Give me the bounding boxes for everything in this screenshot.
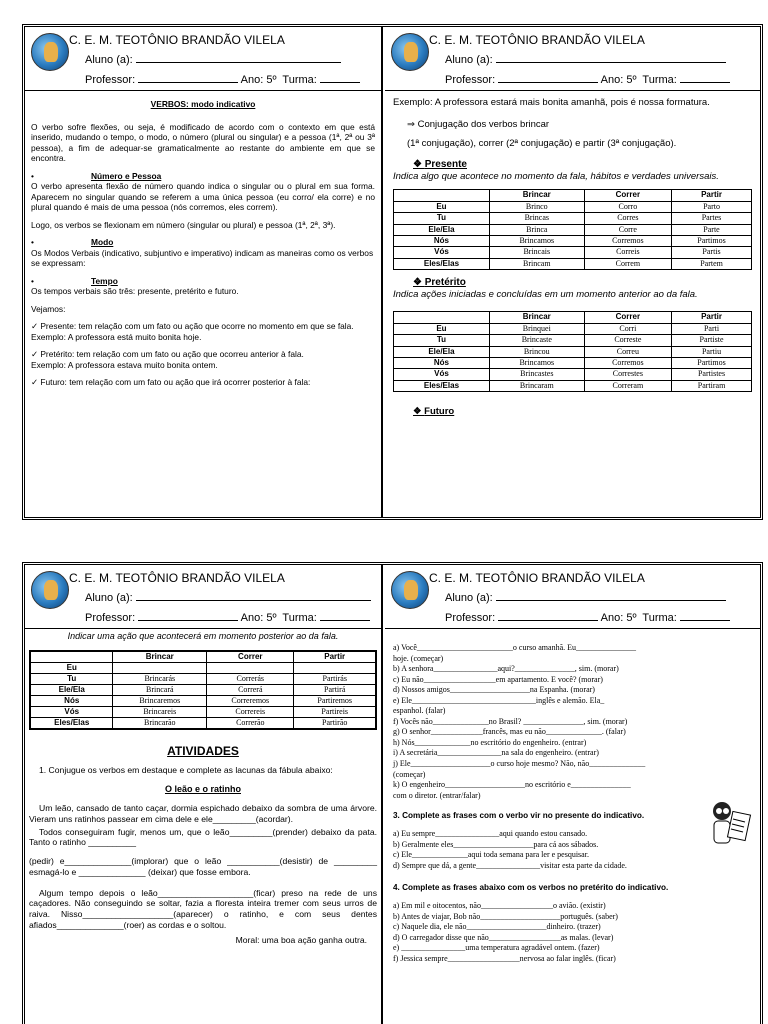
professor-label: Professor: bbox=[445, 612, 496, 624]
pronoun-cell: Eles/Elas bbox=[30, 718, 113, 730]
school-header bbox=[385, 565, 760, 629]
futuro-title: Futuro bbox=[424, 406, 455, 418]
verb-cell: Brincais bbox=[489, 247, 584, 258]
pronoun-cell: Tu bbox=[30, 674, 113, 685]
preterito-title: Pretérito bbox=[424, 277, 466, 289]
verb-cell: Partirá bbox=[294, 685, 376, 696]
verb-cell: Partimos bbox=[672, 358, 752, 369]
vejamos-text: Vejamos: bbox=[31, 303, 66, 314]
verb-cell: Correis bbox=[584, 247, 671, 258]
table-row bbox=[394, 247, 752, 258]
verb-cell: Partes bbox=[672, 213, 752, 224]
verb-cell: Partiste bbox=[672, 335, 752, 346]
verb-cell bbox=[294, 663, 376, 674]
panel-conjugacao bbox=[385, 27, 760, 517]
atividades-title: ATIVIDADES bbox=[167, 744, 239, 759]
school-name: C. E. M. TEOTÔNIO BRANDÃO VILELA bbox=[429, 571, 645, 585]
presente-example: Exemplo: A professora está muito bonita hoje. bbox=[31, 331, 202, 342]
table-header-cell: Partir bbox=[672, 312, 752, 323]
exercise-line[interactable]: c) Ele______________aqui toda semana para ler e pesquisar. bbox=[393, 850, 589, 860]
table-header-cell: Brincar bbox=[113, 651, 207, 663]
exercise-line[interactable]: b) A senhora________________aqui?_______________, sim. (morar) bbox=[393, 664, 619, 674]
exercise-line[interactable]: d) Sempre que dá, a gente________________visitar esta parte da cidade. bbox=[393, 860, 627, 870]
verb-cell: Brincará bbox=[113, 685, 207, 696]
verb-cell: Partirás bbox=[294, 674, 376, 685]
verb-cell: Correremos bbox=[207, 696, 294, 707]
presente-desc: Indica algo que acontece no momento da fala, hábitos e verdades universais. bbox=[393, 171, 719, 183]
verb-cell: Brincou bbox=[489, 346, 584, 357]
presente-item: ✓ Presente: tem relação com um fato ou ação que ocorre no momento em que se fala. bbox=[31, 321, 354, 331]
verb-cell: Parto bbox=[672, 201, 752, 212]
modo-title: Modo bbox=[91, 237, 114, 247]
exercise-line[interactable]: e) Ele_______________________________inglês e alemão. Ela_ bbox=[393, 695, 605, 705]
verb-cell: Brincam bbox=[489, 258, 584, 269]
school-header bbox=[25, 27, 381, 91]
verb-cell: Corremos bbox=[584, 235, 671, 246]
exercise-line[interactable]: f) Vocês não______________no Brasil? _______________, sim. (morar) bbox=[393, 716, 628, 726]
modo-paragraph: Os Modos Verbais (indicativo, subjuntivo e imperativo) indicam as maneiras como os verbos se expressam: bbox=[31, 247, 374, 268]
exercise-line[interactable]: a) Em mil e oitocentos, não__________________o avião. (existir) bbox=[393, 901, 606, 911]
table-header-cell: Correr bbox=[584, 312, 671, 323]
exercise-line[interactable]: b) Antes de viajar, Bob não____________________português. (saber) bbox=[393, 911, 618, 921]
table-header-cell: Correr bbox=[584, 190, 671, 201]
verb-cell: Corres bbox=[584, 213, 671, 224]
exercise-line[interactable]: k) O engenheiro____________________no escritório e_______________ bbox=[393, 780, 631, 790]
verb-cell: Partireis bbox=[294, 707, 376, 718]
professor-label: Professor: bbox=[85, 74, 136, 86]
school-logo-icon bbox=[391, 571, 429, 609]
turma-label: Turma: bbox=[282, 612, 317, 624]
turma-label: Turma: bbox=[642, 74, 677, 86]
verb-cell: Parti bbox=[672, 323, 752, 334]
aluno-label: Aluno (a): bbox=[445, 54, 493, 66]
turma-blank[interactable] bbox=[680, 73, 730, 83]
school-logo-icon bbox=[31, 571, 69, 609]
verb-cell: Correste bbox=[584, 335, 671, 346]
verb-cell: Brinquei bbox=[489, 323, 584, 334]
verb-cell: Correrás bbox=[207, 674, 294, 685]
pronoun-cell: Eu bbox=[30, 663, 113, 674]
worksheet-page-2 bbox=[22, 562, 763, 1024]
panel-futuro-atividades bbox=[25, 565, 383, 1024]
aluno-blank[interactable] bbox=[496, 53, 726, 63]
professor-label: Professor: bbox=[445, 74, 496, 86]
table-row bbox=[394, 323, 752, 334]
pronoun-cell: Ele/Ela bbox=[394, 346, 490, 357]
table-row bbox=[30, 685, 376, 696]
preterito-item: ✓ Pretérito: tem relação com um fato ou ação que ocorreu anterior à fala. bbox=[31, 349, 304, 359]
verb-cell: Partistes bbox=[672, 369, 752, 380]
question-1: 1. Conjugue os verbos em destaque e complete as lacunas da fábula abaixo: bbox=[39, 765, 333, 776]
table-row bbox=[30, 674, 376, 685]
fable-moral: Moral: uma boa ação ganha outra. bbox=[235, 934, 367, 945]
professor-blank[interactable] bbox=[498, 73, 598, 83]
pronoun-cell: Tu bbox=[394, 213, 490, 224]
verb-cell: Corre bbox=[584, 224, 671, 235]
conjugacao-line: ⇒ Conjugação dos verbos brincar bbox=[407, 119, 550, 131]
worksheet-page-1 bbox=[22, 24, 763, 520]
verb-cell: Partiremos bbox=[294, 696, 376, 707]
exercise-line[interactable]: a) Você________________________o curso amanhã. Eu_______________ bbox=[393, 643, 637, 652]
exercise-line[interactable]: j) Ele____________________o curso hoje mesmo? Não, não______________ bbox=[393, 759, 646, 769]
turma-label: Turma: bbox=[282, 74, 317, 86]
fable-paragraph-4: Algum tempo depois o leão____________________(ficar) preso na rede de uns caçadores. Não conseguindo se soltar, fazia a floresta inteira tremer com seus urros de raiva. Nisso___________________(aparecer) o ratinho, e com seus dentes afiados______________(roer) as cordas e o soltou. bbox=[29, 887, 377, 930]
table-row bbox=[394, 258, 752, 269]
table-row bbox=[394, 335, 752, 346]
table-row bbox=[394, 235, 752, 246]
pronoun-cell: Eles/Elas bbox=[394, 380, 490, 391]
fable-paragraph-2: Todos conseguiram fugir, menos um, que o leão_________(prender) debaixo da pata. Tanto o ratinho __________ bbox=[29, 826, 377, 848]
turma-label: Turma: bbox=[642, 612, 677, 624]
futuro-table bbox=[29, 650, 377, 730]
school-logo-icon bbox=[391, 33, 429, 71]
presente-title: Presente bbox=[424, 159, 467, 171]
professor-blank[interactable] bbox=[138, 611, 238, 621]
pronoun-cell: Eu bbox=[394, 323, 490, 334]
exercise-line[interactable]: a) Eu sempre________________aqui quando estou cansado. bbox=[393, 829, 588, 839]
question-3: 3. Complete as frases com o verbo vir no presente do indicativo. bbox=[393, 811, 645, 821]
table-header-cell: Correr bbox=[207, 651, 294, 663]
fable-title: O leão e o ratinho bbox=[164, 783, 241, 794]
verb-cell: Brincas bbox=[489, 213, 584, 224]
page-title: VERBOS: modo indicativo bbox=[150, 99, 256, 109]
exercise-line[interactable]: c) Eu não__________________em apartamento. E você? (morar) bbox=[393, 674, 603, 684]
numero-title: Número e Pessoa bbox=[91, 170, 162, 181]
fable-paragraph-1: Um leão, cansado de tanto caçar, dormia espichado debaixo da sombra de uma árvore. Vieram uns ratinhos passear em cima dele e ele_________(acordar). bbox=[29, 803, 377, 824]
verb-cell: Brincaremos bbox=[113, 696, 207, 707]
ano-label: Ano: 5º bbox=[240, 612, 277, 624]
verb-cell bbox=[207, 663, 294, 674]
professor-label: Professor: bbox=[85, 612, 136, 624]
verb-cell: Correrão bbox=[207, 718, 294, 730]
preterito-example: Exemplo: A professora estava muito bonita ontem. bbox=[31, 359, 218, 370]
school-name: C. E. M. TEOTÔNIO BRANDÃO VILELA bbox=[69, 33, 285, 47]
table-header-cell bbox=[394, 190, 490, 201]
diamond-icon: ❖ bbox=[413, 159, 425, 171]
table-row bbox=[30, 707, 376, 718]
verb-cell: Corri bbox=[584, 323, 671, 334]
pronoun-cell: Vós bbox=[394, 369, 490, 380]
table-header-cell: Brincar bbox=[489, 190, 584, 201]
pronoun-cell: Eu bbox=[394, 201, 490, 212]
verb-cell: Partiram bbox=[672, 380, 752, 391]
conjugacao-line-2: (1ª conjugação), correr (2ª conjugação) e partir (3ª conjugação). bbox=[407, 137, 677, 149]
aluno-label: Aluno (a): bbox=[85, 54, 133, 66]
question-4: 4. Complete as frases abaixo com os verbos no pretérito do indicativo. bbox=[393, 883, 669, 893]
verb-cell: Brincaste bbox=[489, 335, 584, 346]
aluno-blank[interactable] bbox=[136, 53, 341, 63]
verb-cell: Partimos bbox=[672, 235, 752, 246]
exercise-line[interactable]: (começar) bbox=[393, 769, 426, 779]
verb-cell: Correreis bbox=[207, 707, 294, 718]
verb-cell: Partem bbox=[672, 258, 752, 269]
futuro-content bbox=[25, 629, 381, 954]
presente-table bbox=[393, 189, 752, 270]
turma-blank[interactable] bbox=[320, 611, 370, 621]
verb-cell: Partiu bbox=[672, 346, 752, 357]
verb-cell: Partirão bbox=[294, 718, 376, 730]
pronoun-cell: Eles/Elas bbox=[394, 258, 490, 269]
numero-paragraph: O verbo apresenta flexão de número quando indica o singular ou o plural em sua forma. Aparecem no singular quando se referem a uma única pessoa (eu corro/ ela corre) e no plural quando é mais de uma pessoa (nós corremos, eles correm). bbox=[31, 181, 375, 212]
diamond-icon: ❖ bbox=[413, 277, 425, 289]
panel-verbos-intro bbox=[25, 27, 383, 517]
pronoun-cell: Tu bbox=[394, 335, 490, 346]
futuro-desc: Indicar uma ação que acontecerá em momento posterior ao da fala. bbox=[67, 631, 339, 641]
verb-cell: Brincareis bbox=[113, 707, 207, 718]
school-logo-icon bbox=[31, 33, 69, 71]
verb-cell: Brincarás bbox=[113, 674, 207, 685]
tempo-paragraph: Os tempos verbais são três: presente, pretérito e futuro. bbox=[31, 286, 239, 296]
verb-cell: Correram bbox=[584, 380, 671, 391]
table-row bbox=[394, 380, 752, 391]
ano-label: Ano: 5º bbox=[600, 612, 637, 624]
verb-cell: Brinca bbox=[489, 224, 584, 235]
table-header-cell: Partir bbox=[294, 651, 376, 663]
professor-blank[interactable] bbox=[498, 611, 598, 621]
verb-cell: Correm bbox=[584, 258, 671, 269]
fable-paragraph-3: (pedir) e______________(implorar) que o leão ___________(desistir) de _________ esmagá-lo e ______________ (deixar) que fosse embora. bbox=[29, 856, 377, 877]
preterito-desc: Indica ações iniciadas e concluídas em um momento anterior ao da fala. bbox=[393, 289, 698, 301]
exercise-line[interactable]: i) A secretária________________na sala do engenheiro. (entrar) bbox=[393, 748, 599, 758]
aluno-blank[interactable] bbox=[136, 591, 371, 601]
verbos-content: VERBOS: modo indicativo O verbo sofre flexões, ou seja, é modificado de acordo com o contexto em que está inserido, mudando o tempo, o modo, o número (plural ou singular) e a pessoa (1ª, 2ª ou 3ª pessoa), a fim de adequar-se gramaticalmente ao restante do ambiente em que se encontra. • Número e Pessoa O verbo apresenta flexão de número quando indica o singular ou o plural em sua forma. Aparecem no singular quando se referem a uma única pessoa (eu corro/ ela corre) e no plural quando é mais de uma pessoa (nós corremos, eles correm). Logo, os verbos se flexionam em número (singular ou plural) e pessoa (1ª, 2ª, 3ª). • Modo Os Modos Verbais (indicativo, subjuntivo e imperativo) indicam as maneiras como os verbos se expressam: • Tempo Os tempos verbais são três: presente, pretérito e futuro. Vejamos: ✓ Presente: tem relação com um fato ou ação que ocorre no momento em que se fala. Exemplo: A professora está muito bonita hoje. ✓ Pretérito: tem relação com um fato ou ação que ocorreu anterior à fala. Exemplo: A professora estava muito bonita ontem. ✓ Futuro: tem relação com um fato ou ação que irá ocorrer posterior à fala: bbox=[31, 99, 375, 387]
table-row bbox=[30, 696, 376, 707]
school-name: C. E. M. TEOTÔNIO BRANDÃO VILELA bbox=[429, 33, 645, 47]
exemplo-futuro: Exemplo: A professora estará mais bonita amanhã, pois é nossa formatura. bbox=[393, 97, 710, 108]
verb-cell: Correstes bbox=[584, 369, 671, 380]
aluno-label: Aluno (a): bbox=[85, 592, 133, 604]
verb-cell: Corremos bbox=[584, 358, 671, 369]
tempo-title: Tempo bbox=[91, 275, 118, 286]
verb-cell: Brinco bbox=[489, 201, 584, 212]
table-row bbox=[30, 663, 376, 674]
verb-cell: Partis bbox=[672, 247, 752, 258]
pronoun-cell: Vós bbox=[30, 707, 113, 718]
verb-cell bbox=[113, 663, 207, 674]
exercise-4-lines bbox=[393, 901, 754, 964]
verb-cell: Brincaram bbox=[489, 380, 584, 391]
verb-cell: Correu bbox=[584, 346, 671, 357]
futuro-item: ✓ Futuro: tem relação com um fato ou ação que irá ocorrer posterior à fala: bbox=[31, 377, 311, 387]
exercise-line[interactable]: d) O carregador disse que não__________________as malas. (levar) bbox=[393, 932, 614, 942]
table-row bbox=[394, 358, 752, 369]
table-row bbox=[394, 346, 752, 357]
school-name: C. E. M. TEOTÔNIO BRANDÃO VILELA bbox=[69, 571, 285, 585]
preterito-table bbox=[393, 311, 752, 392]
ano-label: Ano: 5º bbox=[600, 74, 637, 86]
table-header-cell: Brincar bbox=[489, 312, 584, 323]
exercise-line[interactable]: h) Nós______________no escritório do engenheiro. (entrar) bbox=[393, 737, 587, 747]
diamond-icon: ❖ bbox=[413, 406, 425, 418]
exercise-2-lines bbox=[393, 643, 754, 801]
aluno-blank[interactable] bbox=[496, 591, 726, 601]
exercise-3-lines bbox=[393, 829, 754, 871]
table-row bbox=[394, 213, 752, 224]
exercise-line[interactable]: com o diretor. (entrar/falar) bbox=[393, 790, 481, 800]
pronoun-cell: Nós bbox=[30, 696, 113, 707]
pronoun-cell: Nós bbox=[394, 235, 490, 246]
table-row bbox=[30, 718, 376, 730]
verb-cell: Brincamos bbox=[489, 235, 584, 246]
exercise-line[interactable]: hoje. (começar) bbox=[393, 653, 444, 663]
exercise-line[interactable]: b) Geralmente eles____________________para cá aos sábados. bbox=[393, 839, 599, 849]
table-header-cell bbox=[30, 651, 113, 663]
table-row bbox=[394, 201, 752, 212]
panel-exercicios bbox=[385, 565, 760, 1024]
student-reading-icon bbox=[708, 799, 752, 849]
pronoun-cell: Ele/Ela bbox=[394, 224, 490, 235]
exercise-line[interactable]: e) ________________uma temperatura agradável ontem. (fazer) bbox=[393, 943, 600, 953]
exercise-line[interactable]: c) Naquele dia, ele não____________________dinheiro. (trazer) bbox=[393, 922, 601, 932]
verb-cell: Brincamos bbox=[489, 358, 584, 369]
exercise-line[interactable]: d) Nossos amigos____________________na Espanha. (morar) bbox=[393, 685, 595, 695]
school-header bbox=[385, 27, 760, 91]
verb-cell: Corro bbox=[584, 201, 671, 212]
conjugacao-content bbox=[385, 91, 760, 425]
verb-cell: Parte bbox=[672, 224, 752, 235]
table-row bbox=[394, 224, 752, 235]
table-header-cell bbox=[394, 312, 490, 323]
turma-blank[interactable] bbox=[680, 611, 730, 621]
intro-paragraph: O verbo sofre flexões, ou seja, é modificado de acordo com o contexto em que está inserido, mudando o tempo, o modo, o número (plural ou singular) e a pessoa (1ª, 2ª ou 3ª pessoa), a fim de adequar-se gramaticalmente ao restante do ambiente em que se encontra. bbox=[31, 121, 375, 163]
verb-cell: Brincarão bbox=[113, 718, 207, 730]
pronoun-cell: Nós bbox=[394, 358, 490, 369]
exercise-line[interactable]: g) O senhor_____________francês, mas eu não______________. (falar) bbox=[393, 727, 626, 737]
exercise-line[interactable]: espanhol. (falar) bbox=[393, 706, 446, 716]
ano-label: Ano: 5º bbox=[240, 74, 277, 86]
verb-cell: Brincastes bbox=[489, 369, 584, 380]
exercise-line[interactable]: f) Jessica sempre__________________nervosa ao falar inglês. (ficar) bbox=[393, 953, 616, 963]
school-header bbox=[25, 565, 381, 629]
verb-cell: Correrá bbox=[207, 685, 294, 696]
aluno-label: Aluno (a): bbox=[445, 592, 493, 604]
pronoun-cell: Vós bbox=[394, 247, 490, 258]
exercicios-content bbox=[385, 629, 760, 968]
pronoun-cell: Ele/Ela bbox=[30, 685, 113, 696]
turma-blank[interactable] bbox=[320, 73, 360, 83]
table-row bbox=[394, 369, 752, 380]
logo-paragraph: Logo, os verbos se flexionam em número (singular ou plural) e pessoa (1ª, 2ª, 3ª). bbox=[31, 219, 336, 230]
professor-blank[interactable] bbox=[138, 73, 238, 83]
table-header-cell: Partir bbox=[672, 190, 752, 201]
